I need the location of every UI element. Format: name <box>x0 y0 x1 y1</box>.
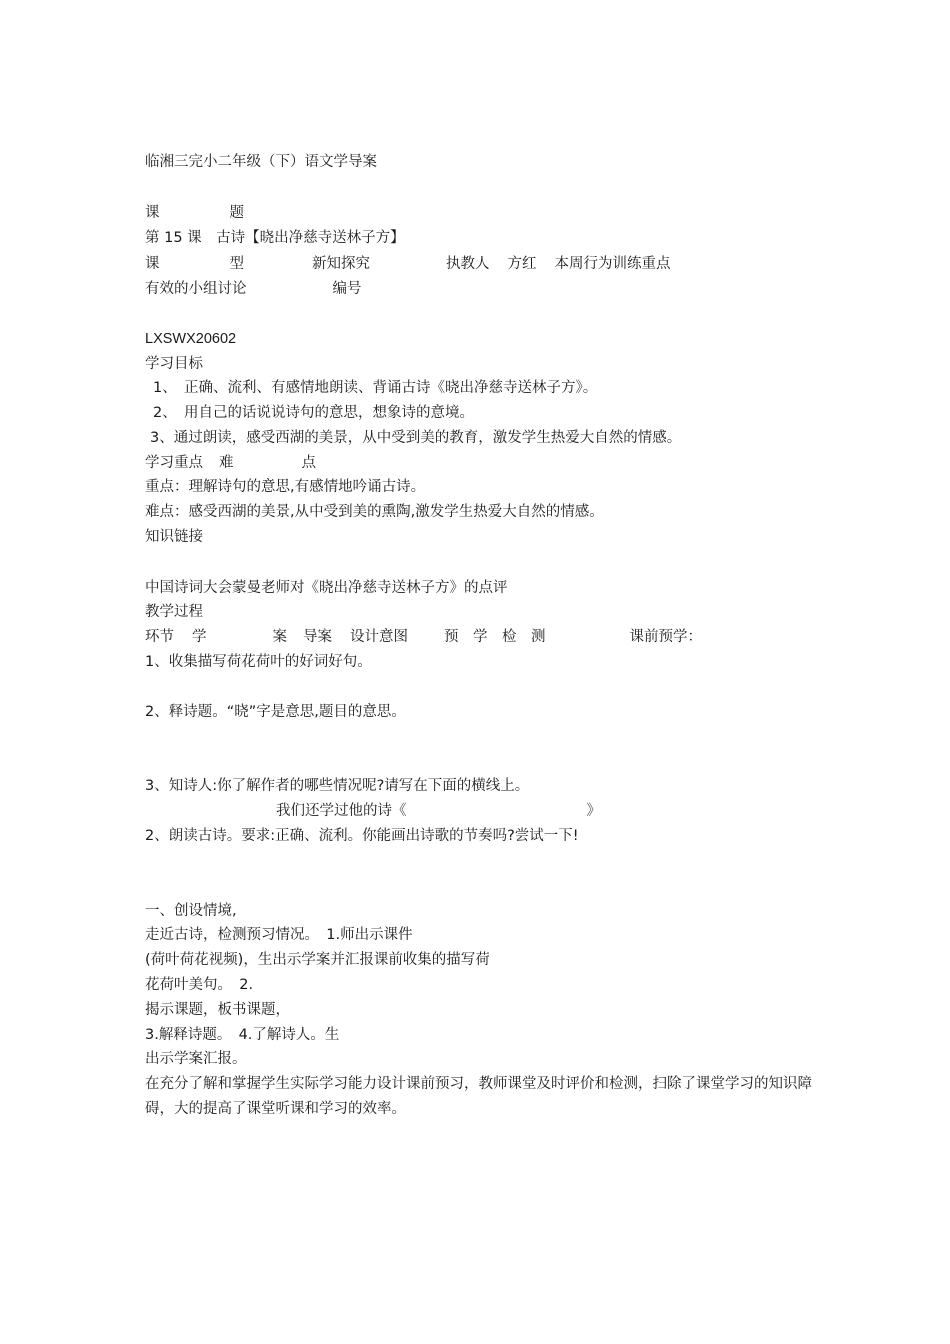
section-one-line: 出示学案汇报。 <box>145 1051 247 1067</box>
column-design-intent: 设计意图 <box>350 629 408 645</box>
column-stage: 环节 <box>145 629 174 645</box>
process-column-headers <box>145 627 702 647</box>
column-preview-check: 预 学 检 测 <box>444 629 546 645</box>
section-one-line: (荷叶荷花视频)，生出示学案并汇报课前收集的描写荷 <box>145 952 490 968</box>
difficult-point: 难点：感受西湖的美景,从中受到美的熏陶,激发学生热爱大自然的情感。 <box>145 504 604 520</box>
number-label: 编号 <box>332 281 362 297</box>
goal-item: 1、 正确、流利、有感情地朗读、背诵古诗《晓出净慈寺送林子方》。 <box>153 380 598 396</box>
lesson-title: 第 15 课 古诗【晓出净慈寺送林子方】 <box>145 230 405 246</box>
column-study-a: 学 <box>192 629 207 645</box>
goal-item: 2、 用自己的话说说诗句的意思，想象诗的意境。 <box>153 405 474 421</box>
weekly-focus-label: 本周行为训练重点 <box>554 256 671 272</box>
weekly-focus-row <box>145 279 362 299</box>
section-one-line: 花荷叶美句。 2. <box>145 977 254 993</box>
number-value: LXSWX20602 <box>145 331 237 347</box>
poem-blank-row <box>276 801 601 821</box>
topic-label-ke: 课 <box>145 205 160 221</box>
lesson-type-value: 新知探究 <box>312 256 370 272</box>
type-label-xing: 型 <box>229 256 244 272</box>
knowledge-heading: 知识链接 <box>145 529 203 545</box>
column-pre-study: 课前预学： <box>629 629 702 645</box>
process-heading: 教学过程 <box>145 604 203 620</box>
lesson-topic-label-row <box>145 203 244 223</box>
design-intent-paragraph: 在充分了解和掌握学生实际学习能力设计课前预习，教师课堂及时评价和检测，扫除了课堂学习的知识障碍，大的提高了课堂听课和学习的效率。 <box>145 1076 812 1117</box>
pre-study-item: 3、知诗人:你了解作者的哪些情况呢?请写在下面的横线上。 <box>145 778 530 794</box>
weekly-focus-value: 有效的小组讨论 <box>145 281 247 297</box>
pre-study-item: 1、收集描写荷花荷叶的好词好句。 <box>145 654 372 670</box>
section-one-line: 揭示课题，板书课题， <box>145 1002 290 1018</box>
section-one-line: 3.解释诗题。 4.了解诗人。生 <box>145 1027 340 1043</box>
section-one-line: 一、创设情境, <box>145 903 237 919</box>
teacher-label: 执教人 <box>446 256 490 272</box>
lesson-type-row <box>145 254 671 274</box>
type-label-ke: 课 <box>145 256 160 272</box>
key-point: 重点：理解诗句的意思,有感情地吟诵古诗。 <box>145 479 426 495</box>
pre-study-item: 2、朗读古诗。要求:正确、流利。你能画出诗歌的节奏吗?尝试一下! <box>145 828 579 844</box>
teacher-name: 方红 <box>507 256 537 272</box>
column-guide: 导案 <box>303 629 332 645</box>
difficulty-heading-b: 点 <box>301 455 316 471</box>
topic-label-ti: 题 <box>229 205 244 221</box>
focus-heading-row <box>145 453 316 473</box>
goal-item: 3、通过朗读，感受西湖的美景，从中受到美的教育，激发学生热爱大自然的情感。 <box>150 430 682 446</box>
column-study-b: 案 <box>272 629 287 645</box>
poem-blank-start: 我们还学过他的诗《 <box>276 803 407 819</box>
poem-blank-end: 》 <box>586 803 601 819</box>
goals-heading: 学习目标 <box>145 356 203 372</box>
difficulty-heading-a: 难 <box>219 455 234 471</box>
document-title: 临湘三完小二年级（下）语文学导案 <box>145 154 377 170</box>
knowledge-text: 中国诗词大会蒙曼老师对《晓出净慈寺送林子方》的点评 <box>145 580 508 596</box>
section-one-line: 走近古诗，检测预习情况。 1.师出示课件 <box>145 927 413 943</box>
focus-heading: 学习重点 <box>145 455 203 471</box>
pre-study-item: 2、释诗题。“晓”字是意思,题目的意思。 <box>145 704 406 720</box>
